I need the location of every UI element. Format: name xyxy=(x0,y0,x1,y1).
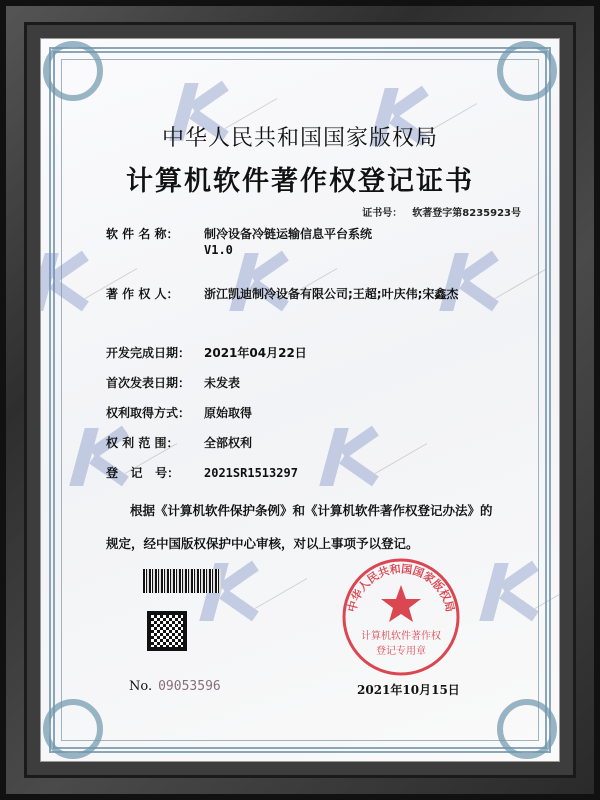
body-text-line1: 根据《计算机软件保护条例》和《计算机软件著作权登记办法》的 xyxy=(130,503,493,518)
field-label: 软 件 名 称： xyxy=(106,227,179,241)
field-label: 首次发表日期： xyxy=(106,376,191,390)
field-completion-date xyxy=(106,344,307,361)
seal-ring-path-text: 中华人民共和国国家版权局 xyxy=(345,562,457,614)
corner-ornament xyxy=(43,699,103,759)
field-value: 2021SR1513297 xyxy=(204,466,298,480)
certificate-number xyxy=(362,204,521,219)
field-label: 权利取得方式： xyxy=(106,406,191,420)
field-software-version xyxy=(204,243,233,257)
field-software-name xyxy=(106,225,372,242)
field-value: 未发表 xyxy=(204,376,241,390)
seal-line2: 登记专用章 xyxy=(376,646,426,657)
field-value: V1.0 xyxy=(204,243,233,257)
barcode xyxy=(143,569,221,593)
field-value: 原始取得 xyxy=(204,406,253,420)
field-first-publication xyxy=(106,374,240,391)
issue-date: 2021年10月15日 xyxy=(357,683,460,697)
field-value: 浙江凯迪制冷设备有限公司;王超;叶庆伟;宋鑫杰 xyxy=(204,287,459,301)
field-label: 登 记 号： xyxy=(106,466,180,480)
seal-line1: 计算机软件著作权 xyxy=(361,631,441,642)
corner-ornament xyxy=(497,699,557,759)
field-rights-scope xyxy=(106,434,252,451)
certificate xyxy=(40,38,560,762)
issuing-agency: 中华人民共和国国家版权局 xyxy=(161,126,438,151)
star-icon xyxy=(381,585,421,622)
field-registration-number xyxy=(106,464,298,481)
field-value: 2021年04月22日 xyxy=(204,346,307,360)
cert-no-label: 证书号： xyxy=(362,208,403,219)
serial-label: No. xyxy=(129,679,153,694)
field-value: 制冷设备冷链运输信息平台系统 xyxy=(204,227,373,241)
field-label: 著 作 权 人： xyxy=(106,287,179,301)
field-copyright-owner xyxy=(106,285,458,302)
field-label: 开发完成日期： xyxy=(106,346,191,360)
qr-code xyxy=(147,611,187,651)
cert-no-value: 软著登字第8235923号 xyxy=(412,208,521,219)
body-text-line2: 规定，经中国版权保护中心审核，对以上事项予以登记。 xyxy=(106,536,419,551)
corner-ornament xyxy=(497,41,557,101)
serial-value: 09053596 xyxy=(158,679,221,694)
certificate-title: 计算机软件著作权登记证书 xyxy=(126,166,474,197)
field-value: 全部权利 xyxy=(204,436,253,450)
official-seal xyxy=(341,557,461,677)
serial-number xyxy=(129,679,221,694)
corner-ornament xyxy=(43,41,103,101)
field-acquisition-method xyxy=(106,404,252,421)
field-label: 权 利 范 围： xyxy=(106,436,179,450)
